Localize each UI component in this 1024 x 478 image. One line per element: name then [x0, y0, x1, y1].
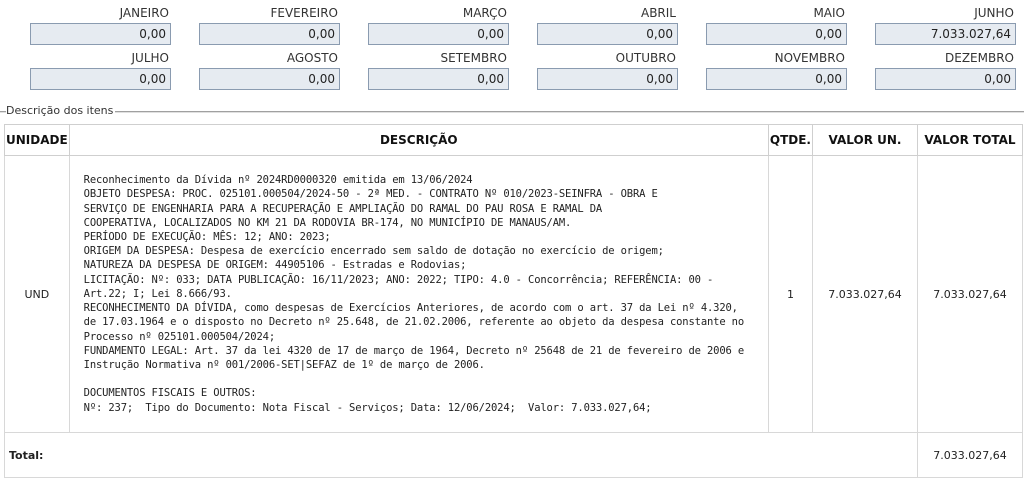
month-label: SETEMBRO — [440, 51, 507, 65]
month-label: JANEIRO — [119, 6, 169, 20]
month-value-field[interactable]: 0,00 — [875, 68, 1016, 90]
month-label: MAIO — [813, 6, 845, 20]
month-label: FEVEREIRO — [270, 6, 338, 20]
month-agosto — [199, 50, 340, 90]
table-row — [5, 156, 1023, 433]
month-label: ABRIL — [640, 6, 676, 20]
items-table — [4, 124, 1023, 478]
month-value-field[interactable]: 0,00 — [706, 68, 847, 90]
month-value-field[interactable]: 0,00 — [537, 68, 678, 90]
month-junho — [875, 5, 1016, 45]
total-value: 7.033.027,64 — [918, 433, 1023, 478]
legend-divider — [0, 111, 1024, 113]
month-label: AGOSTO — [286, 51, 338, 65]
cell-total-value: 7.033.027,64 — [918, 156, 1023, 433]
month-marco — [368, 5, 509, 45]
header-unit: UNIDADE — [5, 125, 70, 156]
header-total-value: VALOR TOTAL — [918, 125, 1023, 156]
header-unit-value: VALOR UN. — [813, 125, 918, 156]
month-value-field[interactable]: 0,00 — [368, 68, 509, 90]
cell-description — [69, 156, 768, 433]
month-label: OUTUBRO — [615, 51, 676, 65]
month-maio — [706, 5, 847, 45]
month-value-field[interactable]: 0,00 — [199, 23, 340, 45]
cell-qty: 1 — [768, 156, 812, 433]
month-value-field[interactable]: 0,00 — [706, 23, 847, 45]
month-label: NOVEMBRO — [774, 51, 845, 65]
month-value-field[interactable]: 0,00 — [30, 23, 171, 45]
month-value-field[interactable]: 7.033.027,64 — [875, 23, 1016, 45]
month-label: DEZEMBRO — [945, 51, 1014, 65]
month-fevereiro — [199, 5, 340, 45]
total-label: Total: — [5, 433, 918, 478]
header-description: DESCRIÇÃO — [69, 125, 768, 156]
items-table-header — [5, 125, 1023, 156]
month-value-field[interactable]: 0,00 — [537, 23, 678, 45]
items-fieldset-legend — [0, 104, 1024, 118]
month-value-field[interactable]: 0,00 — [30, 68, 171, 90]
month-label: JUNHO — [974, 6, 1014, 20]
item-description-text: Reconhecimento da Dívida nº 2024RD0000320 emitida em 13/06/2024 OBJETO DESPESA: PROC. 025101.000504/2024-50 - 2ª MED. - CONTRATO Nº 010/2023-SEINFRA - OBRA E SERVIÇO DE ENGENHARIA PARA A RECUPERAÇÃO E AMPLIAÇÃO DO RAMAL DO PAU ROSA E RAMAL DA COOPERATIVA, LOCALIZADOS NO KM 21 DA RODOVIA BR-174, NO MUNICÍPIO DE MANAUS/AM. PERÍODO DE EXECUÇÃO: MÊS: 12; ANO: 2023; ORIGEM DA DESPESA: Despesa de exercício encerrado sem saldo de dotação no exercício de origem; NATUREZA DA DESPESA DE ORIGEM: 44905106 - Estradas e Rodovias; LICITAÇÃO: Nº: 033; DATA PUBLICAÇÃO: 16/11/2023; ANO: 2022; TIPO: 4.0 - Concorrência; REFERÊNCIA: 00 - Art.22; I; Lei 8.666/93. RECONHECIMENTO DA DÍVIDA, como despesas de Exercícios Anteriores, de acordo com o art. 37 da Lei nº 4.320, de 17.03.1964 e o disposto no Decreto nº 25.648, de 21.02.2006, referente ao objeto da despesa constante no Processo nº 025101.000504/2024; FUNDAMENTO LEGAL: Art. 37 da lei 4320 de 17 de março de 1964, Decreto nº 25648 de 21 de fevereiro de 2006 e Instrução Normativa nº 001/2006-SET|SEFAZ de 1º de março de 2006. DOCUMENTOS FISCAIS E OUTROS: Nº: 237; Tipo do Documento: Nota Fiscal - Serviços; Data: 12/06/2024; Valor: 7.033.027,64; — [83, 174, 745, 414]
month-setembro — [368, 50, 509, 90]
month-value-field[interactable]: 0,00 — [368, 23, 509, 45]
month-label: JULHO — [131, 51, 169, 65]
month-janeiro — [30, 5, 171, 45]
month-outubro — [537, 50, 678, 90]
header-qty: QTDE. — [768, 125, 812, 156]
month-julho — [30, 50, 171, 90]
total-row — [5, 433, 1023, 478]
cell-unit-value: 7.033.027,64 — [813, 156, 918, 433]
month-dezembro — [875, 50, 1016, 90]
month-novembro — [706, 50, 847, 90]
month-abril — [537, 5, 678, 45]
cell-unit: UND — [5, 156, 70, 433]
month-value-field[interactable]: 0,00 — [199, 68, 340, 90]
items-section-title: Descrição dos itens — [6, 104, 114, 117]
month-label: MARÇO — [462, 6, 507, 20]
